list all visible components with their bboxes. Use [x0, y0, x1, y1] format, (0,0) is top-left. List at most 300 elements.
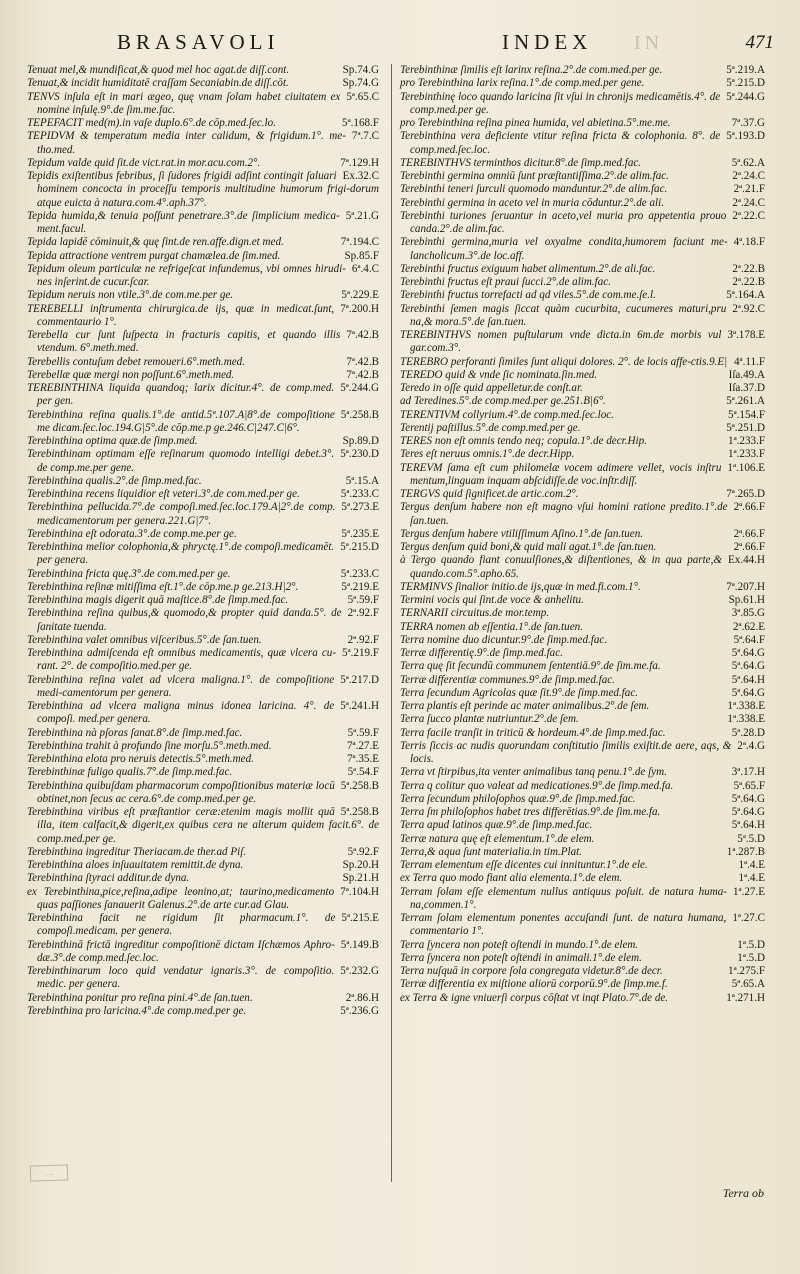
index-entry [400, 727, 765, 740]
index-entry-reference: Iſa.49.A [728, 368, 765, 381]
index-entry-text: Tepida attractione ventrem purgat chamælea.de ſim.med. [27, 249, 281, 262]
index-entry-reference: 5ª.251.D [726, 421, 765, 434]
index-entry-text: Terentij paſtillus.5°.de comp.med.per ge. [400, 421, 581, 434]
index-entry [400, 197, 765, 210]
index-entry-text: TERRA nomen ab eſſentia.1°.de ſan.tuen. [400, 620, 583, 633]
index-entry-text: TEREBINTHVS nomen puſtularum vnde dicta.in 6m.de morbis vul gar.com.3°. [400, 329, 722, 355]
index-entry-text: Tenuat mel,& mundificat,& quod mel hoc agat.de diſſ.cont. [27, 64, 290, 76]
index-entry-reference: 5ª.92.F [347, 845, 379, 858]
index-entry-reference: 5ª.65.C [346, 90, 379, 103]
index-entry-reference: 5ª.5.D [737, 832, 765, 845]
catchword: Terra ob [722, 1186, 764, 1200]
index-entry-text: Terebinthi germina in aceto vel in muria cōduntur.2°.de ali. [400, 196, 664, 209]
index-entry-reference: 5ª.236.G [340, 1004, 379, 1017]
index-entry-reference: 5ª.244.G [340, 382, 379, 394]
index-entry-text: Teres eſt neruus omnis.1°.de decr.Hipp. [400, 448, 575, 461]
index-entry-text: ex Terra quo modo fiant alia elementa.1°.de elem. [400, 872, 623, 885]
index-entry-text: TENVS inſula eſt in mari ægeo, quę vnam ſolam habet ciuitatem ex nomine inſulę.9°.de ſim.me.fac. [27, 90, 341, 116]
index-entry [400, 501, 765, 528]
index-entry-reference: 2ª.22.C [732, 209, 765, 222]
index-entry-reference: 1ª.338.E [727, 713, 765, 726]
index-entry [400, 674, 765, 687]
index-entry-text: Terebinthina pro laricina.4°.de comp.med.per ge. [27, 1004, 247, 1017]
index-entry-text: Terra q colitur quo valeat ad medicationes.9°.de ſimp.med.fa. [400, 779, 674, 792]
index-entry-text: Terram elementum eſſe dicentes cui innituntur.1°.de ele. [400, 859, 648, 871]
index-entry-reference: 5ª.64.F [733, 633, 765, 646]
index-entry-text: Terebinthina quibuſdam pharmacorum compoſitionibus materiæ locū obtinet,non ſecus ac cera.6°.de comp.med.per ge. [27, 779, 335, 805]
index-entry-text: Tepidis exiſtentibus febribus, ſi ſudores frigidi adſint contingit ſaluari hominem concocta in proceſſu temporis multitudine humorum frigi-dorum atque euicta à natura.com.4°.aph.37°. [27, 170, 379, 209]
index-entry-reference: 5ª.258.B [340, 806, 379, 818]
index-entry-text: Terebinthinam optimam eſſe reſinarum quomodo intelligi debet.3°. de comp.me.per gene. [27, 448, 335, 474]
index-entry-reference: 3ª.178.E [727, 329, 765, 341]
index-entry-text: Terebinthina pellucida.7°.de compoſi.med.ſec.loc.179.A|2°.de comp. medicamentorum per genera.221.G|7°. [27, 501, 336, 527]
index-entry-text: Terebinthina fricta quę.3°.de com.med.per ge. [27, 567, 231, 580]
index-entry-text: à Tergo quando fiant conuulſiones,& diſtentiones, & in qua parte,& quando.com.5°.apho.65. [400, 554, 723, 580]
index-entry-reference: 5ª.258.B [340, 408, 379, 421]
index-entry-reference: 2ª.66.F [733, 541, 765, 553]
index-entry-text: TEREVM ſama eſt cum philomelæ vocem adimere vellet, vocis inſtru mentum,linguam inquam abſcidiſſe.de voc.inſtr.diſſ. [400, 461, 722, 487]
index-entry-text: Terebinthina reſina qualis.1°.de antid.5ª.107.A|8°.de compoſitione me dicam.ſec.loc.194.G|5°.de cōp.me.p ge.246.C|247.C|6°. [27, 408, 335, 434]
index-entry-text: Tenuat,& incidit humiditatē craſſam Secaniabin.de diſſ.cōt. [27, 77, 289, 90]
index-entry [400, 554, 765, 581]
index-entry [400, 886, 765, 913]
index-entry-reference: 1ª.5.D [737, 938, 765, 951]
index-entry-reference: 7ª.200.H [340, 302, 379, 315]
index-entry-text: Terebinthina optima quæ.de ſimp.med. [27, 435, 198, 447]
index-entry-reference: 5ª.215.E [341, 912, 379, 924]
index-entry [400, 581, 765, 594]
index-entry-reference: 1ª.5.D [737, 951, 765, 964]
index-entry-text: Terebinthina vera deficiente vtitur reſina fricta & colophonia. 8°. de comp.med.ſec.loc. [400, 130, 721, 156]
index-entry-reference: 3ª.85.G [731, 607, 765, 620]
index-entry-text: TEREBELLI inſtrumenta chirurgica.de ijs, quæ in medicat.ſunt, commentaurio 1°. [27, 302, 335, 328]
index-entry-text: Terebinthina trahit à profundo ſine morſu.5°.meth.med. [27, 739, 272, 752]
index-entry-text: Terebinthi fructus eſt praui ſucci.2°.de alim.fac. [400, 276, 611, 288]
index-entry-reference: 1ª.4.E [738, 872, 765, 885]
index-entry [27, 634, 379, 647]
index-entry-text: Terra ſyncera non poteſt oſtendi in mundo.1°.de elem. [400, 938, 639, 951]
index-entry-text: Tepidum neruis non vtile.3°.de com.me.per ge. [27, 289, 234, 302]
index-entry-text: Tergus denſum habere non eſt magno vſui homini ratione predito.1°.de ſan.tuen. [400, 501, 728, 527]
index-entry [400, 806, 765, 819]
index-entry-text: TEREBRO perforanti ſimiles ſunt aliqui dolores. 2°. de locis affe-ctis.9.E| [400, 355, 728, 368]
index-entry [400, 541, 765, 554]
index-entry-text: ex Terebinthina,pice,reſina,adipe leonino,at; taurino,medicamento quas paſſiones ſanauerit Galenus.2°.de arte cur.ad Glau. [27, 885, 335, 911]
index-entry-reference: Sp.74.G [342, 77, 379, 90]
index-entry-reference: 5ª.65.A [731, 978, 765, 991]
index-entry [400, 607, 765, 620]
index-entry [27, 541, 379, 568]
index-entry-text: Terebella cur ſunt ſuſpecta in fracturis capitis, et quando illis vtendum. 6°.meth.med. [27, 329, 341, 355]
index-entry [400, 859, 765, 872]
index-entry [400, 422, 765, 435]
index-entry-reference: Ex.32.C [342, 170, 379, 182]
index-entry-reference: 5ª.64.H [731, 673, 765, 686]
running-header [22, 30, 774, 60]
index-entry [400, 210, 765, 237]
index-entry-text: Terebinthi fructus torrefacti ad qd viles.5°.de com.me.ſe.l. [400, 289, 656, 302]
index-entry-reference: 1ª.233.F [728, 448, 765, 461]
index-entry-text: Termini vocis qui ſint.de voce & anhelitu. [400, 594, 584, 606]
index-entry-text: Terebinthinæ fuligo qualis.7°.de ſimp.med.fac. [27, 766, 233, 779]
header-author: BRASAVOLI [117, 30, 280, 54]
index-entry-text: Terræ differentiæ communes.9°.de ſimp.med.fac. [400, 673, 615, 686]
index-entry [27, 263, 379, 290]
index-entry [27, 912, 379, 939]
index-entry-text: Terra ſecundum philoſophos quæ.9°.de ſimp.med.fac. [400, 792, 636, 805]
index-entry-text: TEPIDVM & temperatum media inter calidum, & frigidum.1°. me-tho.med. [27, 130, 346, 156]
index-entry [27, 780, 379, 807]
index-entry-reference: 7ª.27.E [346, 739, 379, 752]
index-entry-reference: 7ª.42.B [346, 368, 379, 381]
index-entry-reference: 2ª.4.G [737, 739, 765, 752]
index-entry-reference: 5ª.273.E [341, 501, 379, 514]
index-entry-text: Tepida humida,& tenuia poſſunt penetrare.3°.de ſimplicium medica-ment.facul. [27, 209, 340, 235]
index-entry [400, 409, 765, 422]
index-entry-reference: 5ª.59.F [347, 594, 379, 606]
index-entry-reference: 1ª.27.C [732, 912, 765, 924]
index-entry-text: Terris ſiccis ac nudis quorundam conſtitutio ſimilis exiſtit.de aere, aqs, & locis. [400, 739, 732, 765]
index-entry-text: Terræ differentię.9°.de ſimp.med.fac. [400, 647, 563, 659]
index-entry-reference: 3ª.17.H [731, 766, 765, 779]
index-entry [27, 130, 379, 157]
index-entry [27, 740, 379, 753]
index-entry [400, 846, 765, 859]
index-entry-text: TEPEFACIT med(m).in vaſe duplo.6°.de cōp.med.ſec.lo. [27, 117, 276, 129]
index-entry-reference: 1ª.287.B [726, 845, 765, 858]
index-entry-text: Terebinthi turiones ſeruantur in aceto,vel muria pro appetentia prouo canda.2°.de alim.fac. [400, 209, 727, 235]
index-entry [400, 91, 765, 118]
index-entry-reference: Sp.61.H [728, 594, 765, 606]
index-entry-text: Terebinthina facit ne rigidum ſit pharmacum.1°. de compoſi.medicam. per genera. [27, 912, 336, 938]
index-entry [27, 250, 379, 263]
index-entry-reference: Sp.20.H [342, 859, 379, 871]
index-entry-text: Terebinthi teneri ſurculi quomodo manduntur.2°.de alim.fac. [400, 183, 668, 196]
index-entry-text: Terra ſucco plantæ nutriuntur.2°.de ſem. [400, 713, 579, 726]
index-entry-text: Terebinthina reſina quibus,& quomodo,& propter quid danda.5°. de ſanitate tuenda. [27, 607, 342, 633]
index-entry-reference: 1ª.4.E [738, 859, 765, 871]
index-entry-text: Terebinthina reſina valet ad vlcera maligna.1°. de compoſitione medi-camentorum per genera. [27, 673, 335, 699]
index-entry-text: Terebellis contuſum debet remoueri.6°.meth.med. [27, 355, 245, 368]
header-index-title: INDEX [502, 30, 593, 54]
index-entry-reference: 5ª.219.A [726, 64, 765, 76]
index-entry [400, 528, 765, 541]
index-entry-reference: 7ª.42.B [346, 355, 379, 368]
index-entry-reference: 5ª.21.G [345, 209, 379, 222]
index-entry-text: Terebinthina aloes inſuauitatem remittit.de dyna. [27, 859, 244, 871]
index-entry-text: Terebinthina viribus eſt præſtantior ceræ:etenim magis mollit quā illa, item calfacit,& digerit,ex quibus cera ne alterum quidem facit.6°. de comp.med.per ge. [27, 806, 379, 845]
index-entry [400, 939, 765, 952]
index-entry [27, 674, 379, 701]
index-entry-reference: 5ª.64.G [731, 686, 765, 699]
index-entry-reference: 1ª.233.F [728, 435, 765, 447]
index-entry-text: Terebinthina magis digerit quā maſtice.8°.de ſimp.med.fac. [27, 594, 289, 606]
index-entry [400, 912, 765, 939]
index-entry-text: Terebinthi germina,muria vel oxyalme condita,humorem faciunt me-lancholicum.3°.de loc.aff. [400, 236, 728, 262]
index-entry [400, 978, 765, 991]
index-entry-reference: 2ª.24.C [732, 196, 765, 209]
index-entry [400, 382, 765, 395]
index-entry-reference: 7ª.265.D [726, 488, 765, 500]
index-entry-reference: 5ª.232.G [340, 965, 379, 977]
index-entry [27, 91, 379, 118]
index-entry-text: Terra ſm philoſophos habet tres differētias.9°.de ſim.me.fa. [400, 806, 661, 818]
index-entry [400, 329, 765, 356]
index-entry-reference: 5ª.215.D [340, 541, 379, 553]
index-entry-reference: 6ª.4.C [351, 262, 379, 275]
index-entry-text: Terebinthi ſemen magis ſiccat quàm cucurbita, cucumeres maturi,pru na,& mora.5°.de ſan.tuen. [400, 302, 727, 328]
index-entry-reference: 7ª.35.E [346, 753, 379, 765]
index-entry-reference: 2ª.92.C [732, 302, 765, 315]
header-bleedthrough-text: IN [634, 32, 664, 54]
index-entry-text: TERENTIVM collyrium.4°.de comp.med.ſec.loc. [400, 408, 614, 421]
index-entry [400, 872, 765, 885]
index-entry-text: Tepidum oleum particulæ ne refrigeſcat infundemus, vbi omnes hirudi-nes inſerint.de cucur.ſcar. [27, 262, 346, 288]
index-entry [400, 766, 765, 779]
index-entry [400, 952, 765, 965]
index-entry [400, 687, 765, 700]
index-entry [27, 409, 379, 436]
index-entry-reference: 7ª.207.H [726, 580, 765, 593]
index-entry-reference: 5ª.261.A [726, 395, 765, 408]
index-entry [27, 435, 379, 448]
index-entry-reference: 5ª.64.H [731, 819, 765, 832]
index-entry [400, 77, 765, 90]
index-entry [27, 753, 379, 766]
index-entry [27, 727, 379, 740]
index-entry-text: Terebinthina ingreditur Theriacam.de ther.ad Piſ. [27, 845, 247, 858]
index-entry [400, 621, 765, 634]
index-entry-reference: 5ª.193.D [726, 130, 765, 143]
index-entry-reference: 4ª.18.F [733, 236, 765, 249]
index-entry-reference: 5ª.64.G [731, 806, 765, 818]
index-entry [400, 356, 765, 369]
index-entry-text: TEREDO quid & vnde ſic nominata.ſin.med. [400, 368, 598, 381]
index-entry-reference: 5ª.168.F [342, 117, 379, 129]
index-entry [27, 117, 379, 130]
index-entry-reference: 2ª.21.F [733, 183, 765, 196]
index-column-right [400, 64, 765, 1005]
index-entry-reference: 5ª.219.F [342, 647, 379, 659]
index-entry-reference: Iſa.37.D [728, 382, 765, 394]
index-entry-reference: Ex.44.H [728, 554, 765, 567]
index-entry [400, 263, 765, 276]
index-entry [27, 939, 379, 966]
index-entry [27, 594, 379, 607]
index-entry [400, 276, 765, 289]
index-entry-reference: 5ª.28.D [731, 726, 765, 739]
index-entry [27, 581, 379, 594]
index-entry-text: Terra facile tranſit in triticū & hordeum.4°.de ſimp.med.fac. [400, 726, 666, 739]
index-entry-text: Terebinthinę loco quando laricina ſit vſui in chronijs medicamētis.4°. de comp.med.per ge. [400, 90, 721, 116]
index-entry [27, 475, 379, 488]
index-entry-text: TERGVS quid ſignificet.de artic.com.2°. [400, 488, 579, 500]
index-entry [27, 965, 379, 992]
index-entry-reference: 5ª.54.F [347, 766, 379, 779]
index-entry-reference: 7ª.129.H [340, 156, 379, 169]
index-entry-text: ex Terra & igne vniuerſi corpus cōſtat vt inqt Plato.7°.de de. [400, 991, 669, 1004]
index-entry [27, 488, 379, 501]
index-entry [27, 448, 379, 475]
index-entry [400, 833, 765, 846]
index-entry [27, 382, 379, 409]
index-entry [400, 130, 765, 157]
index-entry-text: Terra nuſquā in corpore ſola congregata videtur.8°.de decr. [400, 965, 663, 977]
index-entry [400, 289, 765, 302]
index-entry [400, 647, 765, 660]
index-entry-reference: Sp.89.D [342, 435, 379, 447]
index-entry-text: Terebinthina ad vlcera maligna minus idonea laricina. 4°. de compoſi. med.per genera. [27, 700, 335, 726]
index-entry [400, 700, 765, 713]
index-entry-reference: 5ª.64.G [731, 660, 765, 673]
index-entry [27, 210, 379, 237]
index-entry-text: Terebinthina ponitur pro reſina pini.4°.de ſan.tuen. [27, 991, 253, 1004]
index-entry [400, 634, 765, 647]
index-entry-text: Terra ſyncera non poteſt oſtendi in animali.1°.de elem. [400, 951, 642, 964]
index-entry-text: Terebinthina elota pro neruis detectis.5°.meth.med. [27, 753, 254, 765]
index-entry-text: TERNARII circuitus.de mor.temp. [400, 607, 550, 620]
index-entry-reference: 5ª.219.E [341, 580, 379, 593]
index-entry-reference: 1ª.275.F [728, 965, 765, 977]
index-entry [27, 872, 379, 885]
index-entry-reference: 2ª.22.B [732, 262, 765, 275]
index-entry-reference: 5ª.241.H [340, 700, 379, 712]
index-entry-text: Terra nomine duo dicuntur.9°.de ſimp.med.fac. [400, 633, 608, 646]
index-entry-text: Terebinthina eſt odorata.3°.de comp.me.per ge. [27, 527, 237, 540]
index-entry-text: Terra vt ſtirpibus,ita venter animalibus tanq penu.1°.de ſym. [400, 766, 667, 779]
index-entry-text: Terræ differentia ex miſtione aliorū corporū.9°.de ſimp.me.f. [400, 978, 668, 991]
index-entry-text: Tergus denſum quid boni,& quid mali agat.1°.de ſan.tuen. [400, 541, 657, 553]
index-entry-text: Tepida lapidē cōminuit,& quę ſint.de ren.affe.dign.et med. [27, 236, 284, 249]
index-entry-reference: 5ª.217.D [340, 673, 379, 686]
index-entry-reference: 5ª.64.G [731, 792, 765, 805]
index-entry-reference: 1ª.338.E [727, 700, 765, 712]
index-entry [400, 462, 765, 489]
index-entry-text: Terebinthina recens liquidior eſt veteri.3°.de com.med.per ge. [27, 488, 300, 500]
index-entry-reference: 1ª.271.H [726, 991, 765, 1004]
index-entry [400, 780, 765, 793]
index-entry [400, 965, 765, 978]
index-entry-text: Terra plantis eſt perinde ac mater animalibus.2°.de ſem. [400, 700, 650, 712]
index-entry-text: Terebinthina valet omnibus viſceribus.5°.de ſan.tuen. [27, 633, 262, 646]
index-entry [400, 448, 765, 461]
index-entry-reference: 5ª.229.E [341, 289, 379, 302]
index-entry [400, 740, 765, 767]
index-entry [400, 170, 765, 183]
index-entry [27, 647, 379, 674]
index-entry-text: TERMINVS ſinalior initio.de ijs,quæ in med.fi.com.1°. [400, 580, 641, 593]
index-entry-text: Terra ſecundum Agricolas quæ ſit.9°.de ſimp.med.fac. [400, 686, 639, 699]
index-entry-text: Teredo in oſſe quid appelletur.de conſt.ar. [400, 382, 583, 394]
index-entry-reference: 2ª.86.H [345, 991, 379, 1004]
index-entry-reference: 2ª.66.F [733, 501, 765, 514]
index-entry-reference: 2ª.24.C [732, 170, 765, 182]
index-entry [400, 157, 765, 170]
index-entry-text: TEREBINTHVS terminthos dicitur.8°.de ſimp.med.fac. [400, 156, 642, 169]
index-entry-reference: 7ª.42.B [346, 329, 379, 341]
index-entry-reference: 5ª.233.C [340, 567, 379, 580]
index-entry-reference: 2ª.92.F [347, 607, 379, 620]
index-entry-reference: Sp.85.F [344, 249, 379, 262]
index-entry-text: Terebinthinā frictā ingreditur compoſitionē dictam Iſchæmos Aphro-dæ.3°.de comp.med.ſec.loc. [27, 938, 335, 964]
index-entry-text: Terebinthinæ ſimilis eſt larinx reſina.2°.de com.med.per ge. [400, 64, 663, 76]
index-entry [400, 594, 765, 607]
index-entry [400, 303, 765, 330]
index-entry-text: Terebinthina ſtyraci additur.de dyna. [27, 872, 190, 885]
index-entry-text: Terebinthina qualis.2°.de ſimp.med.fac. [27, 474, 202, 487]
index-column-left [27, 64, 379, 1018]
index-entry-text: Terram ſolam eſſe elementum nullus antiquus poſuit. de natura huma-na,commen.1°. [400, 885, 727, 911]
index-entry-text: Terebinthina reſinæ mitiſſima eſt.1°.de cōp.me.p ge.213.H|2°. [27, 580, 299, 593]
index-entry [27, 528, 379, 541]
index-entry-text: pro Terebinthina reſina pinea humida, vel abietina.5°.me.me. [400, 117, 671, 129]
index-entry-reference: 5ª.215.D [726, 77, 765, 90]
index-entry [400, 660, 765, 673]
index-entry-reference: 5ª.64.G [731, 647, 765, 659]
index-entry-text: Terræ natura quę eſt elementum.1°.de elem. [400, 832, 595, 845]
index-entry [400, 713, 765, 726]
page-number: 471 [745, 32, 774, 53]
index-entry [400, 236, 765, 263]
column-divider [391, 64, 392, 1182]
index-entry-text: Terebinthi germina omniū ſunt præſtantiſſima.2°.de alim.fac. [400, 170, 669, 182]
index-entry-reference: 5ª.149.B [340, 938, 379, 951]
index-entry-reference: 7ª.37.G [731, 117, 765, 129]
index-entry [27, 1005, 379, 1018]
index-entry [400, 183, 765, 196]
index-entry-text: pro Terebinthina larix reſina.1°.de comp.med.per gene. [400, 77, 645, 90]
index-entry-text: Terra quę ſit ſecundū communem ſententiā.9°.de ſim.me.fa. [400, 660, 661, 673]
index-entry-text: Terebinthinarum loco quid vendatur ignaris.3°. de compoſitio. medic. per genera. [27, 965, 335, 991]
index-entry-reference: 2ª.66.F [733, 527, 765, 540]
index-entry [27, 289, 379, 302]
index-entry-reference: 5ª.15.A [345, 474, 379, 487]
index-entry [27, 303, 379, 330]
index-entry [27, 700, 379, 727]
index-entry [27, 806, 379, 846]
index-entry [27, 886, 379, 913]
index-entry [27, 329, 379, 356]
index-entry-text: TEREBINTHINA liquida quandoq; larix dicitur.4°. de comp.med. per gen. [27, 382, 335, 408]
index-entry-reference: 5ª.154.F [728, 408, 765, 421]
index-entry [27, 859, 379, 872]
index-entry [400, 435, 765, 448]
index-entry-reference: 2ª.62.E [732, 620, 765, 633]
index-entry-reference: Sp.74.G [342, 64, 379, 76]
index-entry [400, 395, 765, 408]
index-entry-reference: 5ª.244.G [726, 90, 765, 103]
index-entry [27, 157, 379, 170]
index-entry-reference: 5ª.164.A [726, 289, 765, 302]
index-entry [27, 64, 379, 77]
index-entry-reference: 2ª.92.F [347, 633, 379, 646]
index-entry-reference: 7ª.104.H [340, 885, 379, 898]
index-entry-reference: 5ª.235.E [341, 527, 379, 540]
index-entry [27, 369, 379, 382]
index-entry-reference: 5ª.233.C [340, 488, 379, 500]
index-entry-reference: 2ª.22.B [732, 276, 765, 288]
index-entry [27, 170, 379, 210]
index-entry-text: Terebinthina admiſcenda eſt omnibus medicamentis, quæ vlcera cu-rant. 2°. de compoſitio.med.per ge. [27, 647, 337, 673]
index-entry-text: Tergus denſum habere vtiliſſimum Aſino.1°.de ſan.tuen. [400, 527, 644, 540]
index-entry-reference: 1ª.27.E [732, 885, 765, 898]
index-entry-reference: 1ª.106.E [727, 461, 765, 474]
library-stamp: .... [30, 1164, 69, 1181]
index-entry [400, 793, 765, 806]
index-entry-reference: 7ª.7.C [351, 130, 379, 143]
index-entry [400, 819, 765, 832]
index-entry [27, 607, 379, 634]
